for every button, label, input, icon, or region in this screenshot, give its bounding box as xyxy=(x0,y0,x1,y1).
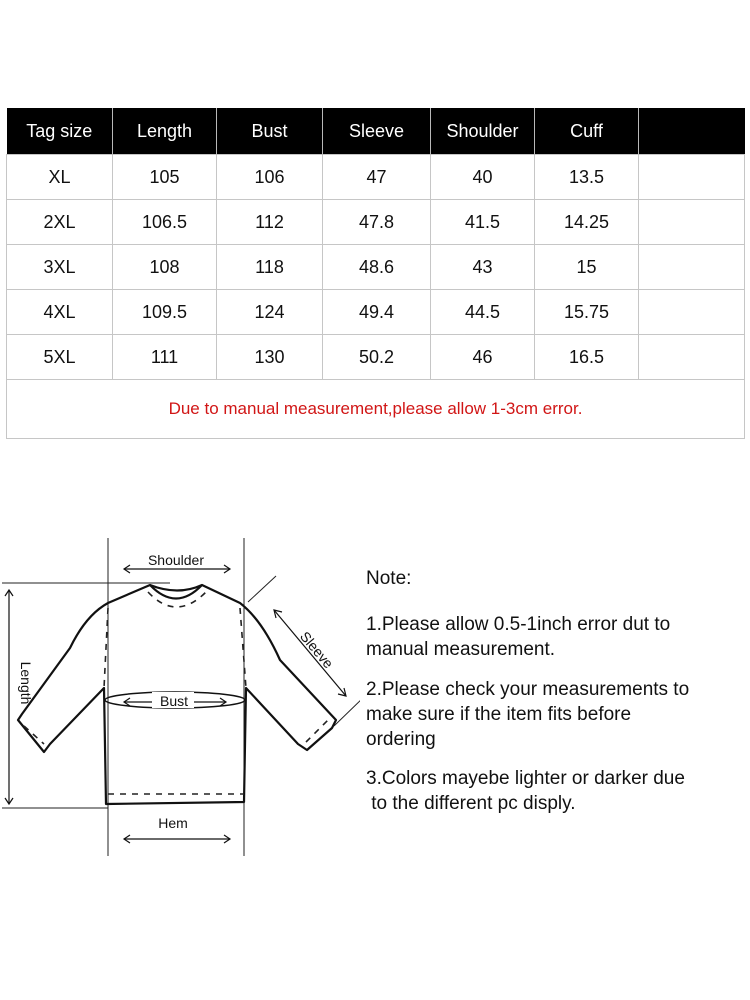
shoulder-label: Shoulder xyxy=(147,552,205,568)
note-1-line-1: 1.Please allow 0.5-1inch error dut to xyxy=(366,614,671,635)
cell-bust: 118 xyxy=(217,245,323,290)
cell-empty xyxy=(639,245,745,290)
cell-sleeve: 50.2 xyxy=(323,335,431,380)
cell-sleeve: 47 xyxy=(323,155,431,200)
table-row xyxy=(7,155,745,200)
cell-shoulder: 46 xyxy=(431,335,535,380)
header-cuff: Cuff xyxy=(535,108,639,155)
header-shoulder: Shoulder xyxy=(431,108,535,155)
cell-empty xyxy=(639,335,745,380)
cell-empty xyxy=(639,155,745,200)
cell-length: 106.5 xyxy=(113,200,217,245)
cell-shoulder: 44.5 xyxy=(431,290,535,335)
header-bust: Bust xyxy=(217,108,323,155)
header-length: Length xyxy=(113,108,217,155)
cell-size: 3XL xyxy=(7,245,113,290)
note-1-line-2: manual measurement. xyxy=(366,639,556,660)
note-3-line-1: 3.Colors mayebe lighter or darker due xyxy=(366,768,685,789)
header-empty xyxy=(639,108,745,155)
cell-sleeve: 48.6 xyxy=(323,245,431,290)
note-item xyxy=(366,677,750,752)
cell-bust: 130 xyxy=(217,335,323,380)
table-row xyxy=(7,245,745,290)
cell-cuff: 16.5 xyxy=(535,335,639,380)
measurement-diagram xyxy=(0,530,360,860)
cell-length: 108 xyxy=(113,245,217,290)
table-row xyxy=(7,335,745,380)
cell-shoulder: 43 xyxy=(431,245,535,290)
cell-bust: 112 xyxy=(217,200,323,245)
table-footnote-row xyxy=(7,380,745,439)
measurement-error-footnote: Due to manual measurement,please allow 1-3cm error. xyxy=(7,380,745,439)
notes-title: Note: xyxy=(366,568,412,589)
header-tag-size: Tag size xyxy=(7,108,113,155)
cell-bust: 106 xyxy=(217,155,323,200)
cell-size: 4XL xyxy=(7,290,113,335)
cell-empty xyxy=(639,290,745,335)
note-2-line-1: 2.Please check your measurements to xyxy=(366,679,690,700)
note-2-line-2: make sure if the item fits before xyxy=(366,704,632,725)
cell-size: XL xyxy=(7,155,113,200)
size-table xyxy=(6,108,745,439)
length-label: Length xyxy=(18,661,34,705)
note-item xyxy=(366,766,750,816)
cell-length: 109.5 xyxy=(113,290,217,335)
cell-sleeve: 47.8 xyxy=(323,200,431,245)
note-item xyxy=(366,612,750,662)
sleeve-label: Sleeve xyxy=(296,628,337,672)
cell-bust: 124 xyxy=(217,290,323,335)
table-row xyxy=(7,290,745,335)
cell-empty xyxy=(639,200,745,245)
cell-shoulder: 40 xyxy=(431,155,535,200)
notes-section xyxy=(366,566,750,830)
table-row xyxy=(7,200,745,245)
note-3-line-2: to the different pc disply. xyxy=(366,793,576,814)
cell-size: 5XL xyxy=(7,335,113,380)
cell-cuff: 15.75 xyxy=(535,290,639,335)
sweater-diagram-svg xyxy=(0,530,360,860)
cell-shoulder: 41.5 xyxy=(431,200,535,245)
cell-size: 2XL xyxy=(7,200,113,245)
note-2-line-3: ordering xyxy=(366,729,436,750)
hem-label: Hem xyxy=(158,815,188,831)
cell-cuff: 13.5 xyxy=(535,155,639,200)
bust-label: Bust xyxy=(159,693,189,709)
cell-length: 105 xyxy=(113,155,217,200)
cell-length: 111 xyxy=(113,335,217,380)
cell-sleeve: 49.4 xyxy=(323,290,431,335)
cell-cuff: 15 xyxy=(535,245,639,290)
table-header-row xyxy=(7,108,745,155)
cell-cuff: 14.25 xyxy=(535,200,639,245)
header-sleeve: Sleeve xyxy=(323,108,431,155)
